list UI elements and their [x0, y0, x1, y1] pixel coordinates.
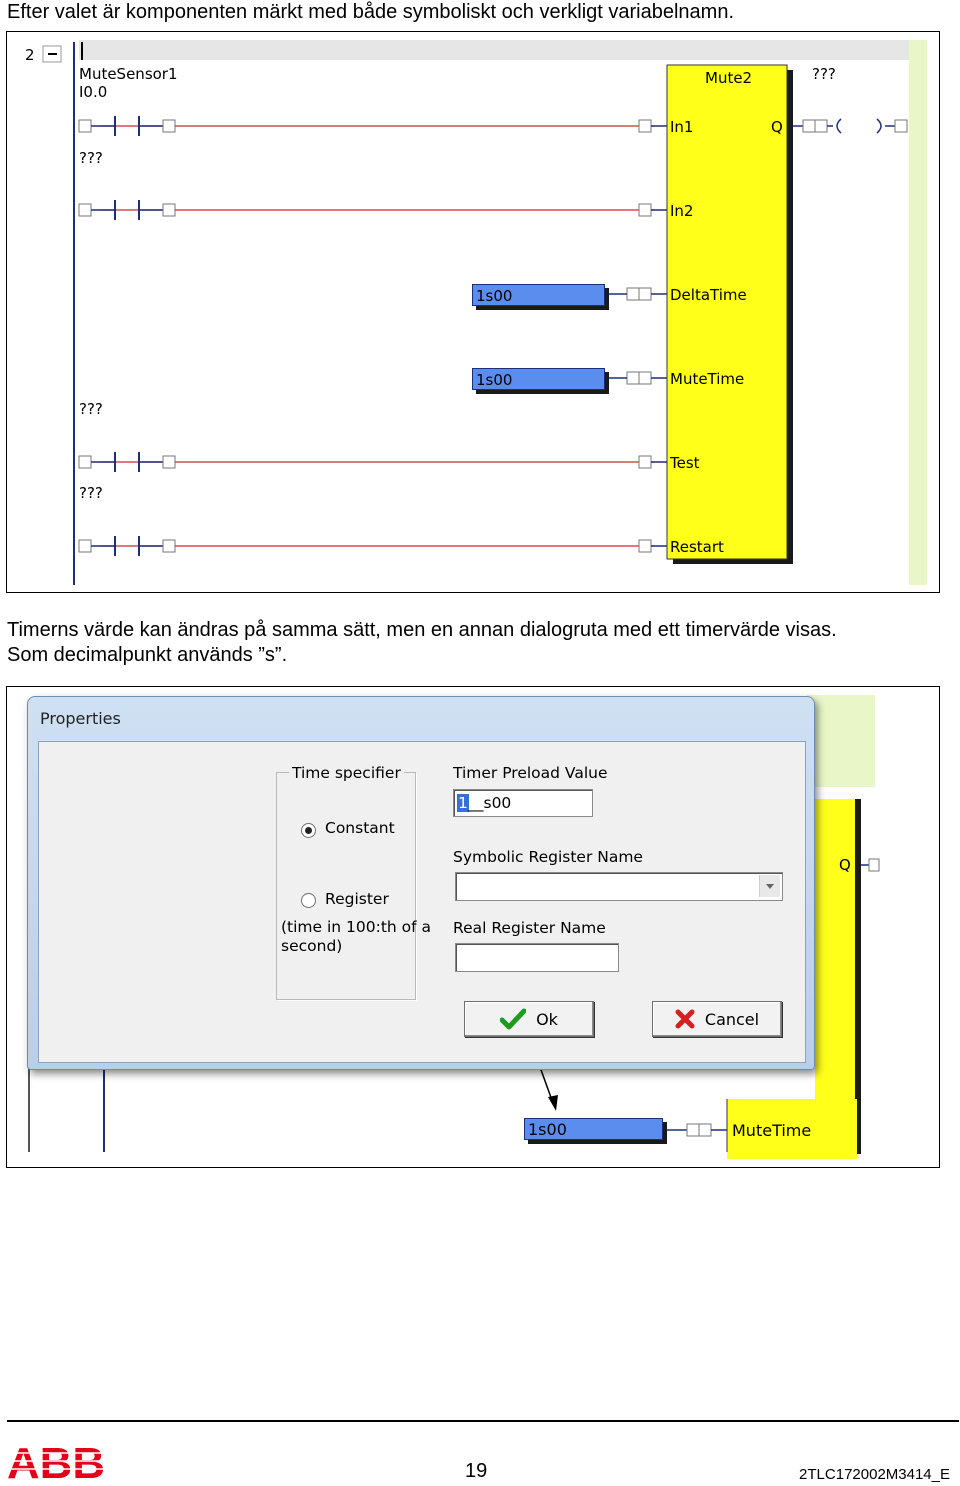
rung-wires [99, 126, 655, 546]
symbolic-register-label: Symbolic Register Name [453, 848, 643, 866]
dialog-screenshot [6, 686, 940, 1168]
contact-1-address: I0.0 [79, 83, 108, 101]
block-title: Mute2 [705, 69, 753, 87]
contact-4-name: ??? [79, 484, 103, 502]
bg-output-label: Q [839, 856, 851, 874]
block-input-mutetime: MuteTime [670, 370, 745, 388]
timer-preload-selection: 1 [458, 794, 468, 812]
contact-3-name: ??? [79, 400, 103, 418]
constant-radio[interactable] [301, 823, 316, 838]
rung-number: 2 [25, 46, 35, 64]
timer-preload-input[interactable] [453, 789, 593, 817]
check-icon [500, 1008, 526, 1030]
register-note-line2: second) [281, 937, 343, 955]
register-radio-label: Register [325, 890, 389, 908]
timer-preload-label: Timer Preload Value [453, 764, 608, 782]
cross-icon [675, 1009, 695, 1029]
timer-text-line2: Som decimalpunkt används ”s”. [7, 644, 288, 666]
svg-text:ABB: ABB [7, 1444, 106, 1482]
block-input-deltatime: DeltaTime [670, 286, 747, 304]
ladder-diagram [7, 32, 939, 592]
timer-deltatime[interactable]: 1s00 [472, 284, 605, 306]
block-output-pin [793, 119, 907, 133]
dialog-body [38, 741, 806, 1063]
symbolic-register-combo[interactable] [455, 872, 783, 901]
dialog-title: Properties [40, 709, 121, 728]
block-input-in2: In2 [670, 202, 694, 220]
function-block[interactable] [667, 65, 787, 559]
timer-text-line1: Timerns värde kan ändras på samma sätt, men en annan dialogruta med ett timervärde visas. [7, 619, 837, 641]
abb-logo [7, 1444, 107, 1482]
timer-mutetime[interactable]: 1s00 [472, 368, 605, 390]
block-input-in1: In1 [670, 118, 694, 136]
document-id: 2TLC172002M3414_E [799, 1466, 950, 1483]
ladder-screenshot [6, 31, 940, 593]
dropdown-arrow-icon[interactable] [759, 875, 780, 897]
block-input-pins [605, 120, 667, 552]
register-radio[interactable] [301, 893, 316, 908]
timer-preload-value: __s00 [468, 794, 512, 812]
cancel-button[interactable] [652, 1001, 782, 1037]
ok-label: Ok [536, 1009, 558, 1029]
ok-button[interactable] [464, 1001, 594, 1037]
time-specifier-group [276, 772, 416, 1000]
properties-dialog [27, 696, 815, 1070]
time-specifier-label: Time specifier [289, 764, 404, 782]
register-note-line1: (time in 100:th of a [281, 918, 432, 936]
output-variable: ??? [812, 65, 836, 83]
block-input-test: Test [670, 454, 700, 472]
real-register-label: Real Register Name [453, 919, 606, 937]
bg-timer-value[interactable]: 1s00 [524, 1118, 663, 1140]
contact-2-name: ??? [79, 149, 103, 167]
block-input-restart: Restart [670, 538, 724, 556]
real-register-input[interactable] [455, 943, 619, 972]
block-output-label: Q [771, 118, 783, 136]
intro-text: Efter valet är komponenten märkt med både symboliskt och verkligt variabelnamn. [7, 1, 735, 23]
constant-radio-label: Constant [325, 819, 395, 837]
bg-input-mutetime: MuteTime [732, 1121, 812, 1140]
cancel-label: Cancel [704, 1009, 760, 1029]
footer-rule [7, 1420, 959, 1422]
contact-1-name: MuteSensor1 [79, 65, 178, 83]
page-number: 19 [465, 1460, 488, 1482]
